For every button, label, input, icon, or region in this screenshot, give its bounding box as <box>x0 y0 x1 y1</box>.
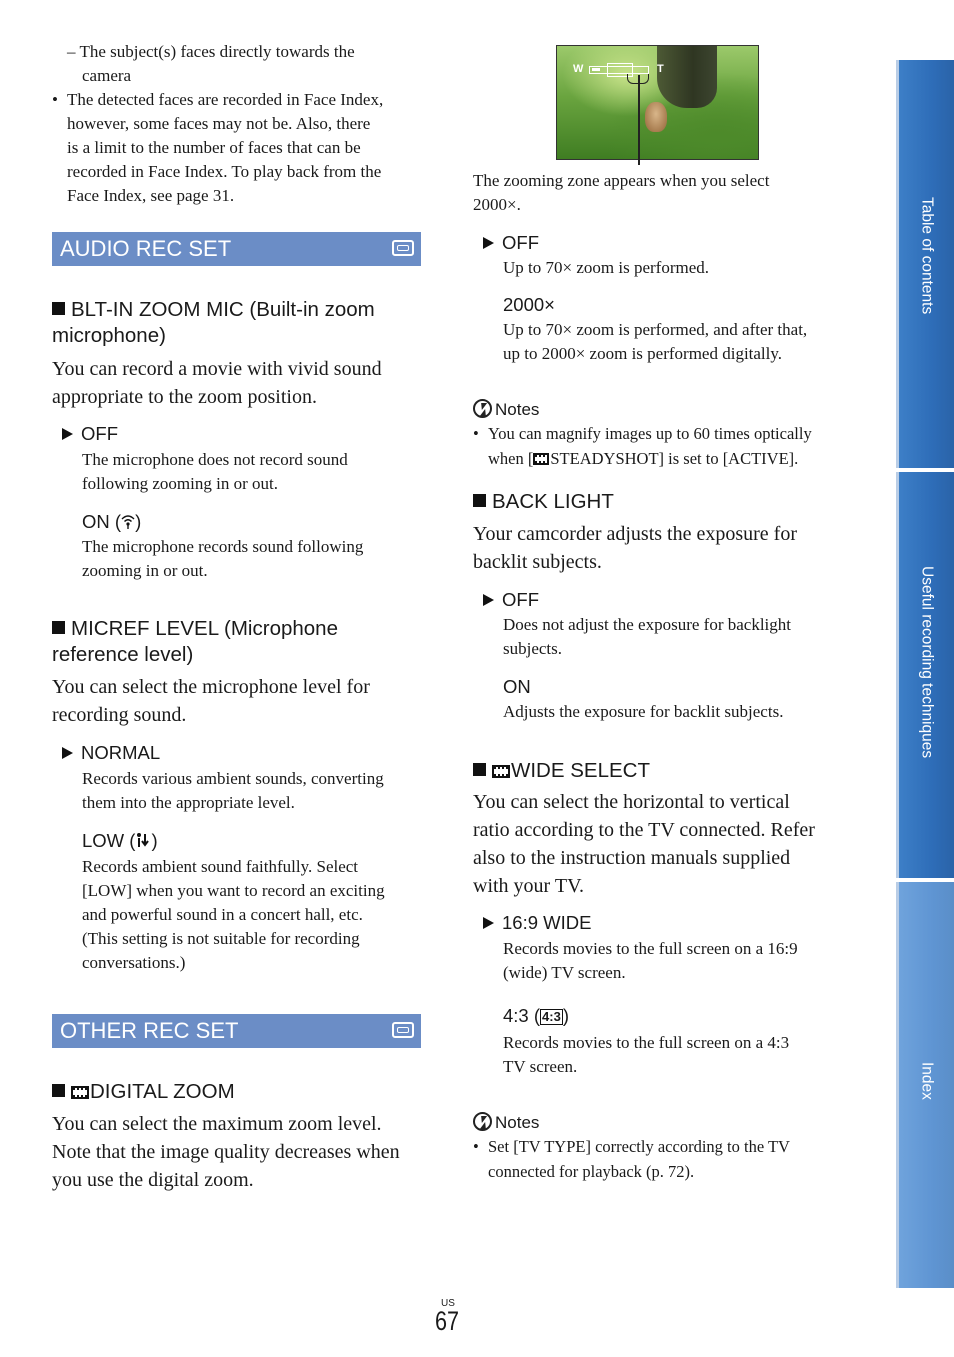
digital-zoom-off-option <box>483 231 539 255</box>
desc-line: subjects. <box>503 639 563 658</box>
note-text: when [ <box>488 448 534 468</box>
intro-bullet-line: recorded in Face Index. To play back from the <box>67 162 382 181</box>
zoom-tele-label: T <box>657 63 664 75</box>
caption-line: The zooming zone appears when you select <box>473 171 770 190</box>
desc-line: TV screen. <box>503 1057 578 1076</box>
band-title: OTHER REC SET <box>60 1018 239 1043</box>
desc-line: up to 2000× zoom is performed digitally. <box>503 344 783 363</box>
region-code: US <box>441 1298 455 1309</box>
option-label: OFF <box>502 232 539 253</box>
lead-line: ratio according to the TV connected. Refer <box>473 819 815 841</box>
back-light-on-desc: Adjusts the exposure for backlit subjects. <box>503 702 784 721</box>
lead-line: also to the instruction manuals supplied <box>473 847 791 869</box>
lead-line: Your camcorder adjusts the exposure for <box>473 523 797 545</box>
section-square-icon <box>473 763 486 776</box>
wide-select-heading <box>473 758 650 784</box>
kitten <box>645 102 667 132</box>
intro-bullet-line: is a limit to the number of faces that can be <box>67 138 361 157</box>
zoom-zone-screen-photo <box>556 45 759 160</box>
digital-zoom-2000-option: 2000× <box>503 294 555 315</box>
desc-line: Records ambient sound faithfully. Select <box>82 857 359 876</box>
heading-text: DIGITAL ZOOM <box>90 1080 235 1103</box>
tab-table-of-contents[interactable] <box>896 60 954 468</box>
back-light-on-option: ON <box>503 676 531 697</box>
wide-select-lead <box>473 788 853 900</box>
zoom-fill <box>592 68 600 71</box>
back-light-off-desc <box>503 613 853 661</box>
film-icon <box>71 1086 89 1099</box>
zoom-mic-off-option <box>62 422 118 446</box>
page-number: 67 <box>435 1306 460 1336</box>
zoom-wide-label: W <box>573 63 584 75</box>
movie-mode-icon <box>392 1022 414 1038</box>
desc-line: Records various ambient sounds, converting <box>82 769 384 788</box>
desc-line: conversations.) <box>82 953 186 972</box>
film-icon <box>492 765 510 778</box>
heading-text: reference level) <box>52 643 194 666</box>
other-rec-set-band <box>52 1014 421 1048</box>
zoom-mic-lead <box>52 355 432 411</box>
caption-line: 2000×. <box>473 195 521 214</box>
notes-label: Notes <box>495 1113 540 1132</box>
section-square-icon <box>52 302 65 315</box>
notes-heading-2 <box>473 1111 539 1135</box>
desc-line: Records movies to the full screen on a 16:9 <box>503 939 798 958</box>
zoom-mic-on-desc <box>82 535 422 583</box>
option-label: 16:9 WIDE <box>502 912 592 933</box>
lead-line: You can select the maximum zoom level. <box>52 1113 382 1135</box>
micref-low-desc <box>82 855 427 975</box>
wide-16-9-option <box>483 911 591 935</box>
lead-line: You can record a movie with vivid sound <box>52 358 382 380</box>
desc-line: zooming in or out. <box>82 561 208 580</box>
note-line: Set [TV TYPE] correctly according to the TV <box>488 1137 790 1156</box>
option-label: ON ( <box>82 511 122 532</box>
default-marker-icon <box>483 594 494 606</box>
desc-line: Records movies to the full screen on a 4:3 <box>503 1033 790 1052</box>
notes-label: Notes <box>495 400 540 419</box>
intro-dash-item <box>67 40 427 88</box>
note-line: connected for playback (p. 72). <box>488 1161 695 1181</box>
micref-normal-desc <box>82 767 422 815</box>
option-label-end: ) <box>151 830 158 851</box>
digital-zoom-off-desc: Up to 70× zoom is performed. <box>503 258 709 277</box>
band-title: AUDIO REC SET <box>60 236 232 261</box>
notes-icon <box>473 1112 492 1131</box>
micref-lead <box>52 673 432 729</box>
intro-dash-line1: – The subject(s) faces directly towards the <box>67 42 355 61</box>
lead-line: backlit subjects. <box>473 551 602 573</box>
bullet-dot: • <box>473 1137 479 1156</box>
zoom-mic-heading <box>52 297 422 349</box>
film-icon <box>533 453 549 465</box>
audio-rec-set-band <box>52 232 421 266</box>
lead-line: with your TV. <box>473 875 584 897</box>
section-square-icon <box>473 494 486 507</box>
option-label: OFF <box>81 423 118 444</box>
desc-line: The microphone does not record sound <box>82 450 348 469</box>
heading-text: WIDE SELECT <box>511 759 650 782</box>
option-label: 4:3 ( <box>503 1005 541 1026</box>
back-light-heading <box>473 489 614 515</box>
option-label: OFF <box>502 589 539 610</box>
intro-bullet-line: Face Index, see page 31. <box>67 186 235 205</box>
movie-mode-icon <box>392 240 414 256</box>
wide-16-9-desc <box>503 937 853 985</box>
intro-bullet-line: however, some faces may not be. Also, there <box>67 114 371 133</box>
tab-label: Useful recording techniques <box>918 566 936 759</box>
desc-line: following zooming in or out. <box>82 474 278 493</box>
tab-index[interactable] <box>896 882 954 1288</box>
wide-4-3-desc <box>503 1031 853 1079</box>
default-marker-icon <box>62 747 73 759</box>
zoom-mic-icon <box>121 514 135 530</box>
aspect-4-3-icon: 4:3 <box>542 1009 561 1024</box>
wide-4-3-option <box>503 1004 569 1028</box>
heading-text: MICREF LEVEL (Microphone <box>71 617 338 640</box>
desc-line: Does not adjust the exposure for backlight <box>503 615 791 634</box>
notes-1-item <box>473 422 853 471</box>
notes-icon <box>473 399 492 418</box>
tab-label: Index <box>918 1062 936 1100</box>
bullet-dot: • <box>473 424 479 443</box>
lead-line: You can select the microphone level for <box>52 676 370 698</box>
photo-caption <box>473 169 853 217</box>
desc-line: them into the appropriate level. <box>82 793 295 812</box>
tab-label: Table of contents <box>918 197 936 315</box>
zoom-bar <box>573 63 665 77</box>
heading-text: BACK LIGHT <box>492 490 614 513</box>
intro-bullet-item <box>52 88 422 208</box>
tree-trunk <box>657 46 717 108</box>
notes-2-item <box>473 1135 853 1184</box>
heading-text: BLT-IN ZOOM MIC (Built-in zoom <box>71 298 375 321</box>
desc-line: (wide) TV screen. <box>503 963 626 982</box>
desc-line: The microphone records sound following <box>82 537 364 556</box>
lead-line: Note that the image quality decreases when <box>52 1141 400 1163</box>
desc-line: Up to 70× zoom is performed, and after that, <box>503 320 808 339</box>
default-marker-icon <box>483 237 494 249</box>
micref-low-option <box>82 829 158 853</box>
back-light-lead <box>473 520 853 576</box>
digital-zoom-heading <box>52 1079 422 1105</box>
default-marker-icon <box>62 428 73 440</box>
note-text: STEADYSHOT] is set to [ACTIVE]. <box>550 448 799 468</box>
section-square-icon <box>52 1084 65 1097</box>
notes-heading-1 <box>473 398 539 422</box>
option-label: NORMAL <box>81 742 161 763</box>
digital-zoom-lead <box>52 1110 432 1194</box>
digital-zoom-2000-desc <box>503 318 863 366</box>
section-square-icon <box>52 621 65 634</box>
lead-line: recording sound. <box>52 704 187 726</box>
lead-line: You can select the horizontal to vertical <box>473 791 790 813</box>
zoom-mic-on-option <box>82 510 141 534</box>
desc-line: and powerful sound in a concert hall, etc. <box>82 905 363 924</box>
micref-heading <box>52 616 422 668</box>
intro-bullet-line: The detected faces are recorded in Face Index, <box>67 90 384 109</box>
zoom-mic-off-desc <box>82 448 422 496</box>
callout-leader-line <box>638 75 640 165</box>
intro-dash-line2: camera <box>82 66 132 85</box>
default-marker-icon <box>483 917 494 929</box>
desc-line: (This setting is not suitable for recording <box>82 929 360 948</box>
desc-line: [LOW] when you want to record an exciting <box>82 881 385 900</box>
mic-low-icon <box>135 832 151 849</box>
tab-useful-recording-techniques[interactable] <box>896 472 954 878</box>
option-label-end: ) <box>135 511 142 532</box>
micref-normal-option <box>62 741 160 765</box>
heading-text: microphone) <box>52 324 166 347</box>
back-light-off-option <box>483 588 539 612</box>
lead-line: you use the digital zoom. <box>52 1169 254 1191</box>
bullet-dot: • <box>52 90 58 109</box>
option-label-end: ) <box>562 1005 569 1026</box>
option-label: LOW ( <box>82 830 136 851</box>
lead-line: appropriate to the zoom position. <box>52 386 317 408</box>
note-line: You can magnify images up to 60 times optically <box>488 424 812 443</box>
